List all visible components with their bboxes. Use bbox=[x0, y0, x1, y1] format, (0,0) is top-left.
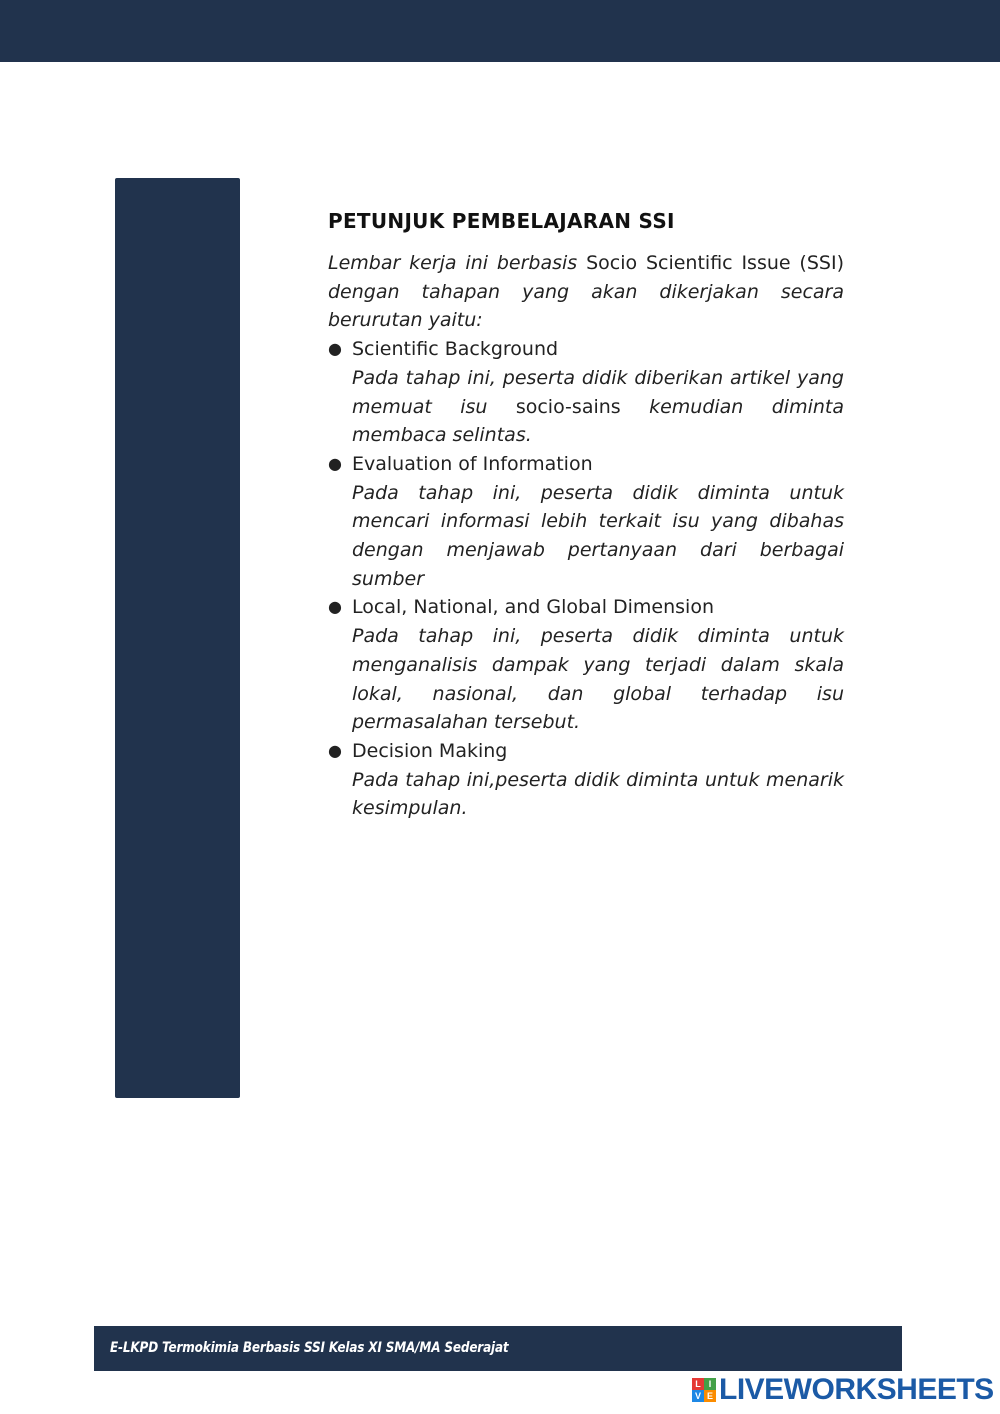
step-desc-part1: Pada tahap ini, peserta didik diberikan artikel yang memuat isu bbox=[352, 366, 844, 418]
step-title: Evaluation of Information bbox=[352, 452, 593, 475]
list-item bbox=[328, 450, 844, 594]
page-title: PETUNJUK PEMBELAJARAN SSI bbox=[328, 209, 675, 233]
logo-letter-e: E bbox=[704, 1390, 716, 1402]
step-title: Scientific Background bbox=[352, 338, 559, 361]
instructions-section bbox=[328, 206, 844, 823]
step-description: Pada tahap ini, peserta didik diminta untuk mencari informasi lebih terkait isu yang dibahas dengan menjawab pertanyaan dari berbagai sumber bbox=[352, 481, 844, 590]
liveworksheets-watermark bbox=[692, 1374, 994, 1406]
instructions-body bbox=[328, 249, 844, 823]
intro-text-part2: Socio Scientific Issue (SSI) bbox=[577, 252, 844, 274]
logo-letter-v: V bbox=[692, 1390, 704, 1402]
top-header-band bbox=[0, 0, 1000, 62]
logo-letter-l: L bbox=[692, 1378, 704, 1390]
watermark-text: LIVEWORKSHEETS bbox=[719, 1373, 994, 1406]
intro-text-part1: Lembar kerja ini berbasis bbox=[328, 252, 578, 274]
step-description: Pada tahap ini, peserta didik diminta untuk menganalisis dampak yang terjadi dalam skala lokal, nasional, dan global terhadap isu permasalahan tersebut. bbox=[352, 625, 844, 734]
steps-list bbox=[328, 335, 844, 823]
step-desc-part2: socio-sains bbox=[487, 395, 650, 418]
step-title: Local, National, and Global Dimension bbox=[352, 596, 715, 619]
step-desc-part3: kemudian diminta membaca selintas. bbox=[352, 395, 844, 447]
step-title: Decision Making bbox=[352, 739, 508, 762]
liveworksheets-logo-icon bbox=[692, 1378, 716, 1402]
logo-letter-i: I bbox=[704, 1378, 716, 1390]
list-item bbox=[328, 593, 844, 737]
bullet-icon: ● bbox=[328, 339, 342, 359]
side-decorative-bar bbox=[115, 178, 240, 1098]
bullet-icon: ● bbox=[328, 597, 342, 617]
footer-band bbox=[94, 1326, 902, 1371]
intro-text-part3: dengan tahapan yang akan dikerjakan secara berurutan yaitu: bbox=[328, 280, 844, 332]
step-description: Pada tahap ini,peserta didik diminta untuk menarik kesimpulan. bbox=[352, 768, 844, 820]
bullet-icon: ● bbox=[328, 740, 342, 760]
list-item bbox=[328, 737, 844, 823]
step-description bbox=[352, 364, 844, 450]
bullet-icon: ● bbox=[328, 453, 342, 473]
footer-text: E-LKPD Termokimia Berbasis SSI Kelas XI SMA/MA Sederajat bbox=[110, 1340, 509, 1356]
intro-paragraph bbox=[328, 249, 844, 335]
list-item bbox=[328, 335, 844, 450]
